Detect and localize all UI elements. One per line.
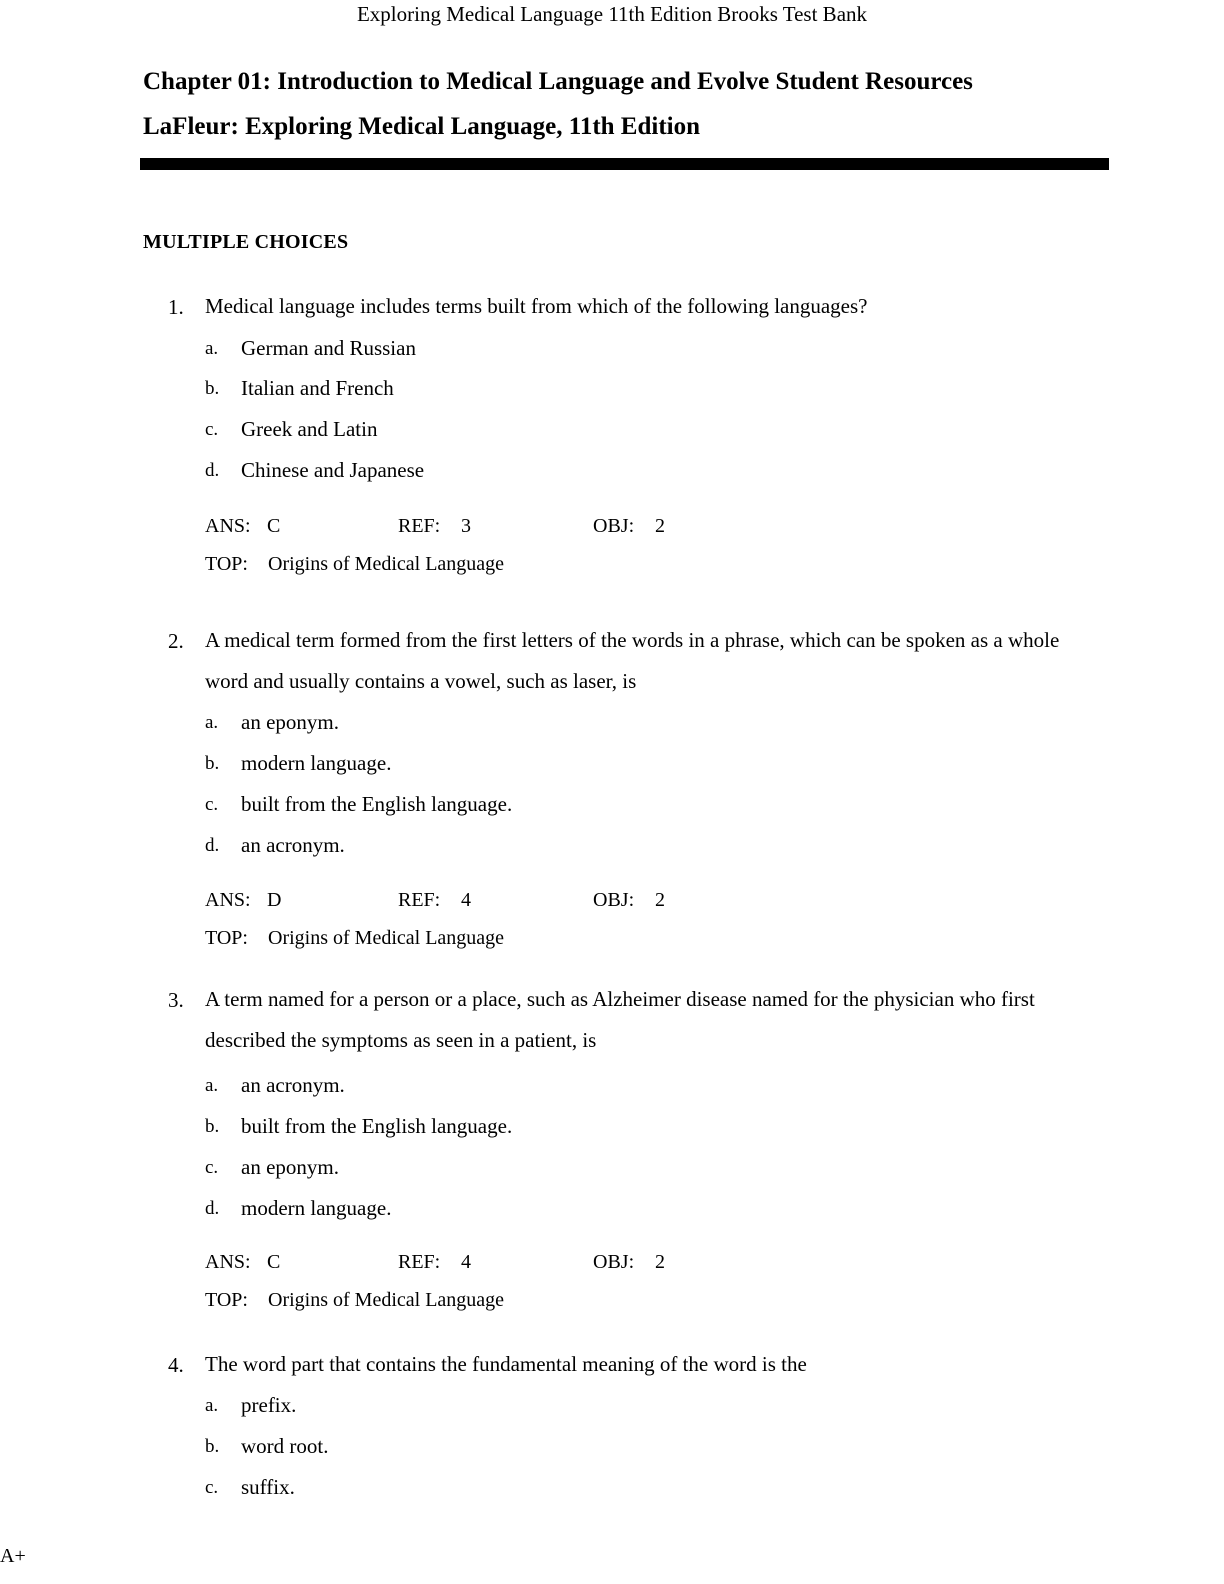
book-title: LaFleur: Exploring Medical Language, 11th Edition: [143, 113, 700, 140]
option-text: an eponym.: [241, 1155, 339, 1179]
ans-label: ANS:: [205, 515, 251, 537]
ref-value: 4: [461, 1251, 471, 1273]
option-text: modern language.: [241, 751, 392, 775]
option-text: Italian and French: [241, 376, 394, 400]
obj-label: OBJ:: [593, 515, 635, 537]
section-heading: MULTIPLE CHOICES: [143, 231, 349, 253]
obj-value: 2: [655, 1251, 665, 1273]
topic-label: TOP:: [205, 553, 248, 575]
question-text: A term named for a person or a place, such as Alzheimer disease named for the physician who first described the symptoms as seen in a patient, is: [205, 987, 1035, 1052]
topic-value: Origins of Medical Language: [268, 553, 505, 575]
obj-value: 2: [655, 515, 665, 537]
question-text: The word part that contains the fundamental meaning of the word is the: [205, 1352, 807, 1376]
option-letter: d.: [205, 835, 220, 856]
question-number: 3.: [168, 988, 184, 1012]
obj-label: OBJ:: [593, 889, 635, 911]
option-letter: d.: [205, 460, 220, 481]
ref-label: REF:: [398, 889, 441, 911]
option-letter: b.: [205, 378, 220, 399]
ans-label: ANS:: [205, 1251, 251, 1273]
topic-label: TOP:: [205, 927, 248, 949]
option-text: built from the English language.: [241, 1114, 513, 1138]
option-letter: d.: [205, 1198, 220, 1219]
option-letter: c.: [205, 419, 219, 440]
option-letter: a.: [205, 1395, 219, 1416]
question-text: Medical language includes terms built from which of the following languages?: [205, 294, 868, 318]
option-text: an acronym.: [241, 1073, 345, 1097]
question-number: 1.: [168, 295, 184, 319]
chapter-title: Chapter 01: Introduction to Medical Language and Evolve Student Resources: [143, 68, 973, 95]
footer-mark: A+: [0, 1545, 26, 1567]
ref-label: REF:: [398, 1251, 441, 1273]
title-rule: [140, 158, 1109, 170]
option-letter: c.: [205, 1477, 219, 1498]
question-number: 4.: [168, 1353, 184, 1377]
option-letter: b.: [205, 1116, 220, 1137]
option-letter: c.: [205, 1157, 219, 1178]
ref-value: 4: [461, 889, 471, 911]
question-number: 2.: [168, 629, 184, 653]
option-letter: c.: [205, 794, 219, 815]
option-letter: a.: [205, 338, 219, 359]
ans-value: D: [267, 889, 282, 911]
option-letter: b.: [205, 1436, 220, 1457]
question-text: A medical term formed from the first letters of the words in a phrase, which can be spoken as a whole word and usually contains a vowel, such as laser, is: [205, 628, 1060, 693]
option-text: suffix.: [241, 1475, 295, 1499]
ans-label: ANS:: [205, 889, 251, 911]
option-text: an acronym.: [241, 833, 345, 857]
option-letter: b.: [205, 753, 220, 774]
option-text: Chinese and Japanese: [241, 458, 425, 482]
ref-label: REF:: [398, 515, 441, 537]
ref-value: 3: [461, 515, 471, 537]
option-letter: a.: [205, 712, 219, 733]
topic-value: Origins of Medical Language: [268, 927, 505, 949]
option-text: German and Russian: [241, 336, 416, 360]
ans-value: C: [267, 1251, 281, 1273]
running-header: Exploring Medical Language 11th Edition Brooks Test Bank: [356, 2, 868, 26]
option-text: word root.: [241, 1434, 329, 1458]
obj-value: 2: [655, 889, 665, 911]
topic-label: TOP:: [205, 1289, 248, 1311]
topic-value: Origins of Medical Language: [268, 1289, 505, 1311]
option-text: built from the English language.: [241, 792, 513, 816]
ans-value: C: [267, 515, 281, 537]
option-text: an eponym.: [241, 710, 339, 734]
option-text: Greek and Latin: [241, 417, 378, 441]
option-letter: a.: [205, 1075, 219, 1096]
option-text: prefix.: [241, 1393, 297, 1417]
option-text: modern language.: [241, 1196, 392, 1220]
obj-label: OBJ:: [593, 1251, 635, 1273]
